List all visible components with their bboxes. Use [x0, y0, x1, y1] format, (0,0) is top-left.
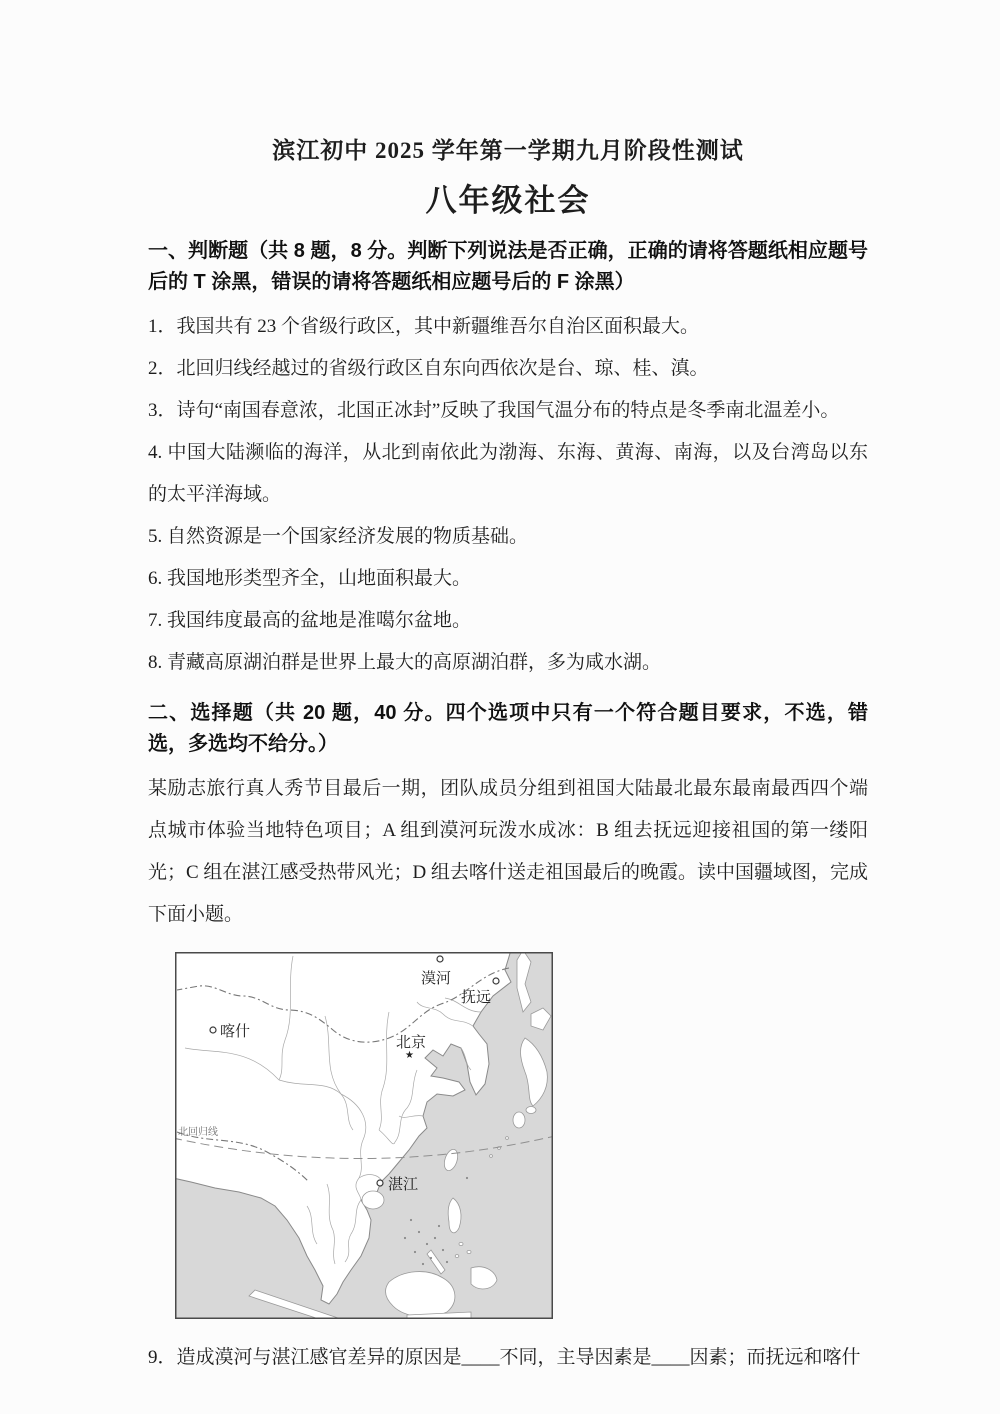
- judgement-item-1: 1．我国共有 23 个省级行政区，其中新疆维吾尔自治区面积最大。: [148, 316, 700, 337]
- city-marker-zhanjiang: [377, 1180, 383, 1186]
- city-label-fuyuan: 抚远: [461, 990, 492, 1006]
- judgement-item-2: 2．北回归线经越过的省级行政区自东向西依次是台、琼、桂、滇。: [148, 358, 709, 379]
- judgement-item-8: 8. 青藏高原湖泊群是世界上最大的高原湖泊群，多为咸水湖。: [148, 652, 662, 673]
- section1-heading: 一、判断题（共 8 题，8 分。判断下列说法是否正确，正确的请将答题纸相应题号后的 T 涂黑，错误的请将答题纸相应题号后的 F 涂黑）: [148, 240, 868, 293]
- city-label-beijing: 北京: [396, 1035, 427, 1051]
- judgement-item-3: 3．诗句“南国春意浓，北国正冰封”反映了我国气温分布的特点是冬季南北温差小。: [148, 400, 840, 421]
- city-marker-fuyuan: [493, 978, 499, 984]
- city-label-kashi: 喀什: [220, 1024, 251, 1040]
- doc-subtitle: 八年级社会: [425, 183, 591, 218]
- city-label-zhanjiang: 湛江: [388, 1177, 419, 1193]
- china-territory-map: [175, 952, 553, 1319]
- section2-heading: 二、选择题（共 20 题，40 分。四个选项中只有一个符合题目要求，不选，错选，多选均不给分。）: [148, 702, 868, 755]
- city-marker-kashi: [210, 1027, 216, 1033]
- judgement-item-4: 4. 中国大陆濒临的海洋，从北到南依此为渤海、东海、黄海、南海，以及台湾岛以东的太平洋海域。: [148, 442, 868, 505]
- doc-title: 滨江初中 2025 学年第一学期九月阶段性测试: [272, 138, 744, 163]
- judgement-item-5: 5. 自然资源是一个国家经济发展的物质基础。: [148, 526, 529, 547]
- question-group-intro: 某励志旅行真人秀节目最后一期，团队成员分组到祖国大陆最北最东最南最西四个端点城市体验当地特色项目；A 组到漠河玩泼水成冰：B 组去抚远迎接祖国的第一缕阳光；C 组在湛江感受热带风光；D 组去喀什送走祖国最后的晚霞。读中国疆域图，完成下面小题。: [148, 778, 868, 925]
- question-9: 9．造成漠河与湛江感官差异的原因是____不同，主导因素是____因素；而抚远和喀什: [148, 1347, 861, 1368]
- city-label-mohe: 漠河: [421, 971, 452, 987]
- city-marker-mohe: [437, 956, 443, 962]
- china-territory-map-svg: [175, 952, 553, 1319]
- judgement-item-7: 7. 我国纬度最高的盆地是准噶尔盆地。: [148, 610, 472, 631]
- beijing-star-marker: ★: [405, 1050, 414, 1061]
- judgement-item-6: 6. 我国地形类型齐全，山地面积最大。: [148, 568, 472, 589]
- tropic-of-cancer-label: 北回归线: [178, 1127, 218, 1138]
